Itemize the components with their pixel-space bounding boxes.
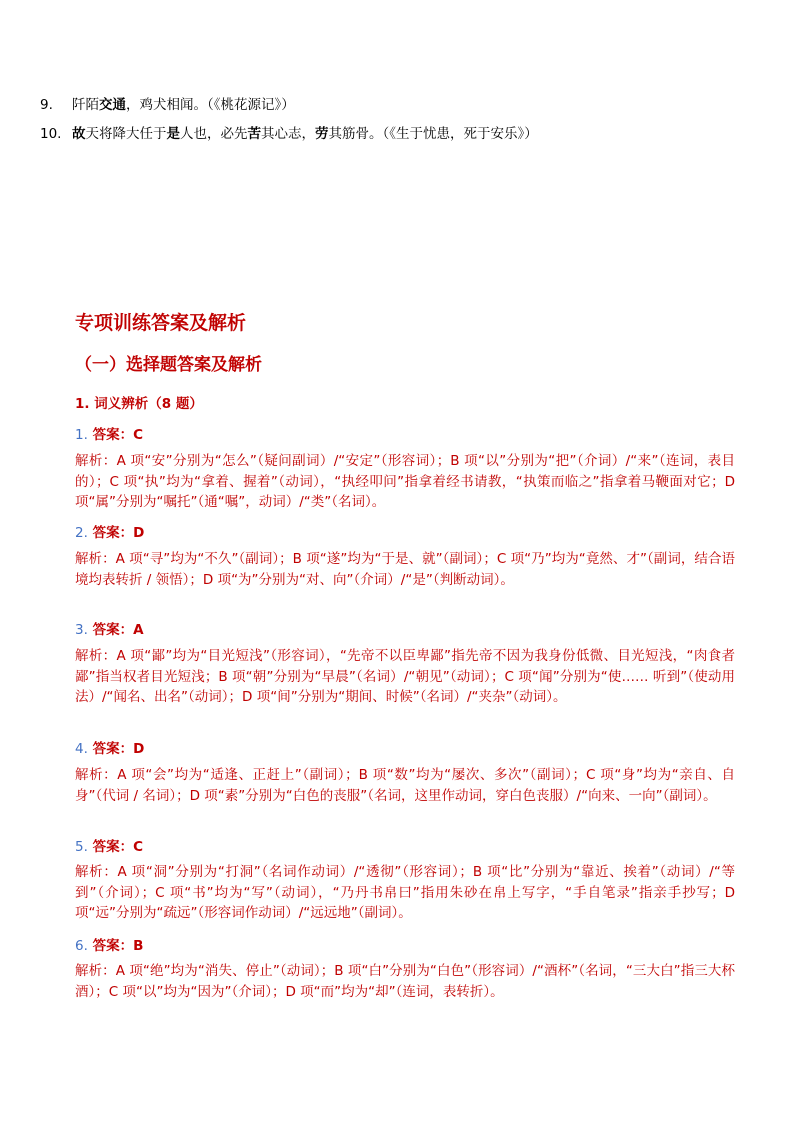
answer-label: 答案：D <box>92 741 145 757</box>
answer-5-explanation: 解析：A 项“洞”分别为“打洞”（名词作动词）/“透彻”（形容词）；B 项“比”分别为“靠近、挨着”（动词）/“等到”（介词）；C 项“书”均为“写”（动词），“乃丹书帛曰”指用朱砂在帛上写字，“手自笔录”指亲手抄写；D 项“远”分别为“疏远”（形容词作动词）/“远远地”（副词）。 <box>75 864 735 921</box>
answer-1-explanation: 解析：A 项“安”分别为“怎么”（疑问副词）/“安定”（形容词）；B 项“以”分别为“把”（介词）/“来”（连词，表目的）；C 项“执”均为“拿着、握着”（动词），“执经叩问”指拿着经书请教，“执策而临之”指拿着马鞭面对它；D 项“属”分别为“嘱托”（通“嘱”，动词）/“类”（名词）。 <box>75 453 735 510</box>
answer-label: 答案：D <box>92 525 145 541</box>
exercise-number: 9. <box>40 97 53 113</box>
answer-number: 6. <box>75 938 88 954</box>
answer-number: 3. <box>75 622 88 638</box>
answer-label: 答案：C <box>92 427 144 443</box>
answer-3-explanation: 解析：A 项“鄙”均为“目光短浅”（形容词），“先帝不以臣卑鄙”指先帝不因为我身份低微、目光短浅，“肉食者鄙”指当权者目光短浅；B 项“朝”分别为“早晨”（名词）/“朝见”（动词）；C 项“闻”分别为“使…… 听到”（使动用法）/“闻名、出名”（动词）；D 项“间”分别为“期间、时候”（名词）/“夹杂”（动词）。 <box>75 648 735 705</box>
subsection-title: （一）选择题答案及解析 <box>75 355 262 375</box>
answer-3-heading <box>75 618 144 638</box>
answer-4-heading <box>75 737 144 757</box>
answer-1-heading <box>75 423 143 443</box>
section-title: 专项训练答案及解析 <box>75 312 247 334</box>
answer-5-heading <box>75 835 143 855</box>
answer-label: 答案：A <box>92 622 144 638</box>
answer-6-heading <box>75 934 143 954</box>
answer-number: 2. <box>75 525 88 541</box>
answer-4-explanation: 解析：A 项“会”均为“适逢、正赶上”（副词）；B 项“数”均为“屡次、多次”（副词）；C 项“身”均为“亲自、自身”（代词 / 名词）；D 项“素”分别为“白色的丧服”（名词，这里作动词，穿白色丧服）/“向来、一向”（副词）。 <box>75 767 735 804</box>
answer-number: 4. <box>75 741 88 757</box>
answer-6-explanation: 解析：A 项“绝”均为“消失、停止”（动词）；B 项“白”分别为“白色”（形容词）/“酒杯”（名词，“三大白”指三大杯酒）；C 项“以”均为“因为”（介词）；D 项“而”均为“却”（连词，表转折）。 <box>75 963 735 1000</box>
answer-2-heading <box>75 521 144 541</box>
answer-number: 1. <box>75 427 88 443</box>
exercise-10: 10. 故天将降大任于是人也，必先苦其心志，劳其筋骨。（《生于忧患，死于安乐》） <box>40 126 538 142</box>
answer-label: 答案：C <box>92 839 144 855</box>
answer-2-explanation: 解析：A 项“寻”均为“不久”（副词）；B 项“遂”均为“于是、就”（副词）；C 项“乃”均为“竟然、才”（副词，结合语境均表转折 / 领悟）；D 项“为”分别为“对、向”（介词）/“是”（判断动词）。 <box>75 551 735 588</box>
group-title: 1. 词义辨析（8 题） <box>75 396 203 412</box>
answer-label: 答案：B <box>92 938 144 954</box>
answer-number: 5. <box>75 839 88 855</box>
exercise-9: 9. 阡陌交通，鸡犬相闻。（《桃花源记》） <box>40 97 295 113</box>
exercise-number: 10. <box>40 126 62 142</box>
